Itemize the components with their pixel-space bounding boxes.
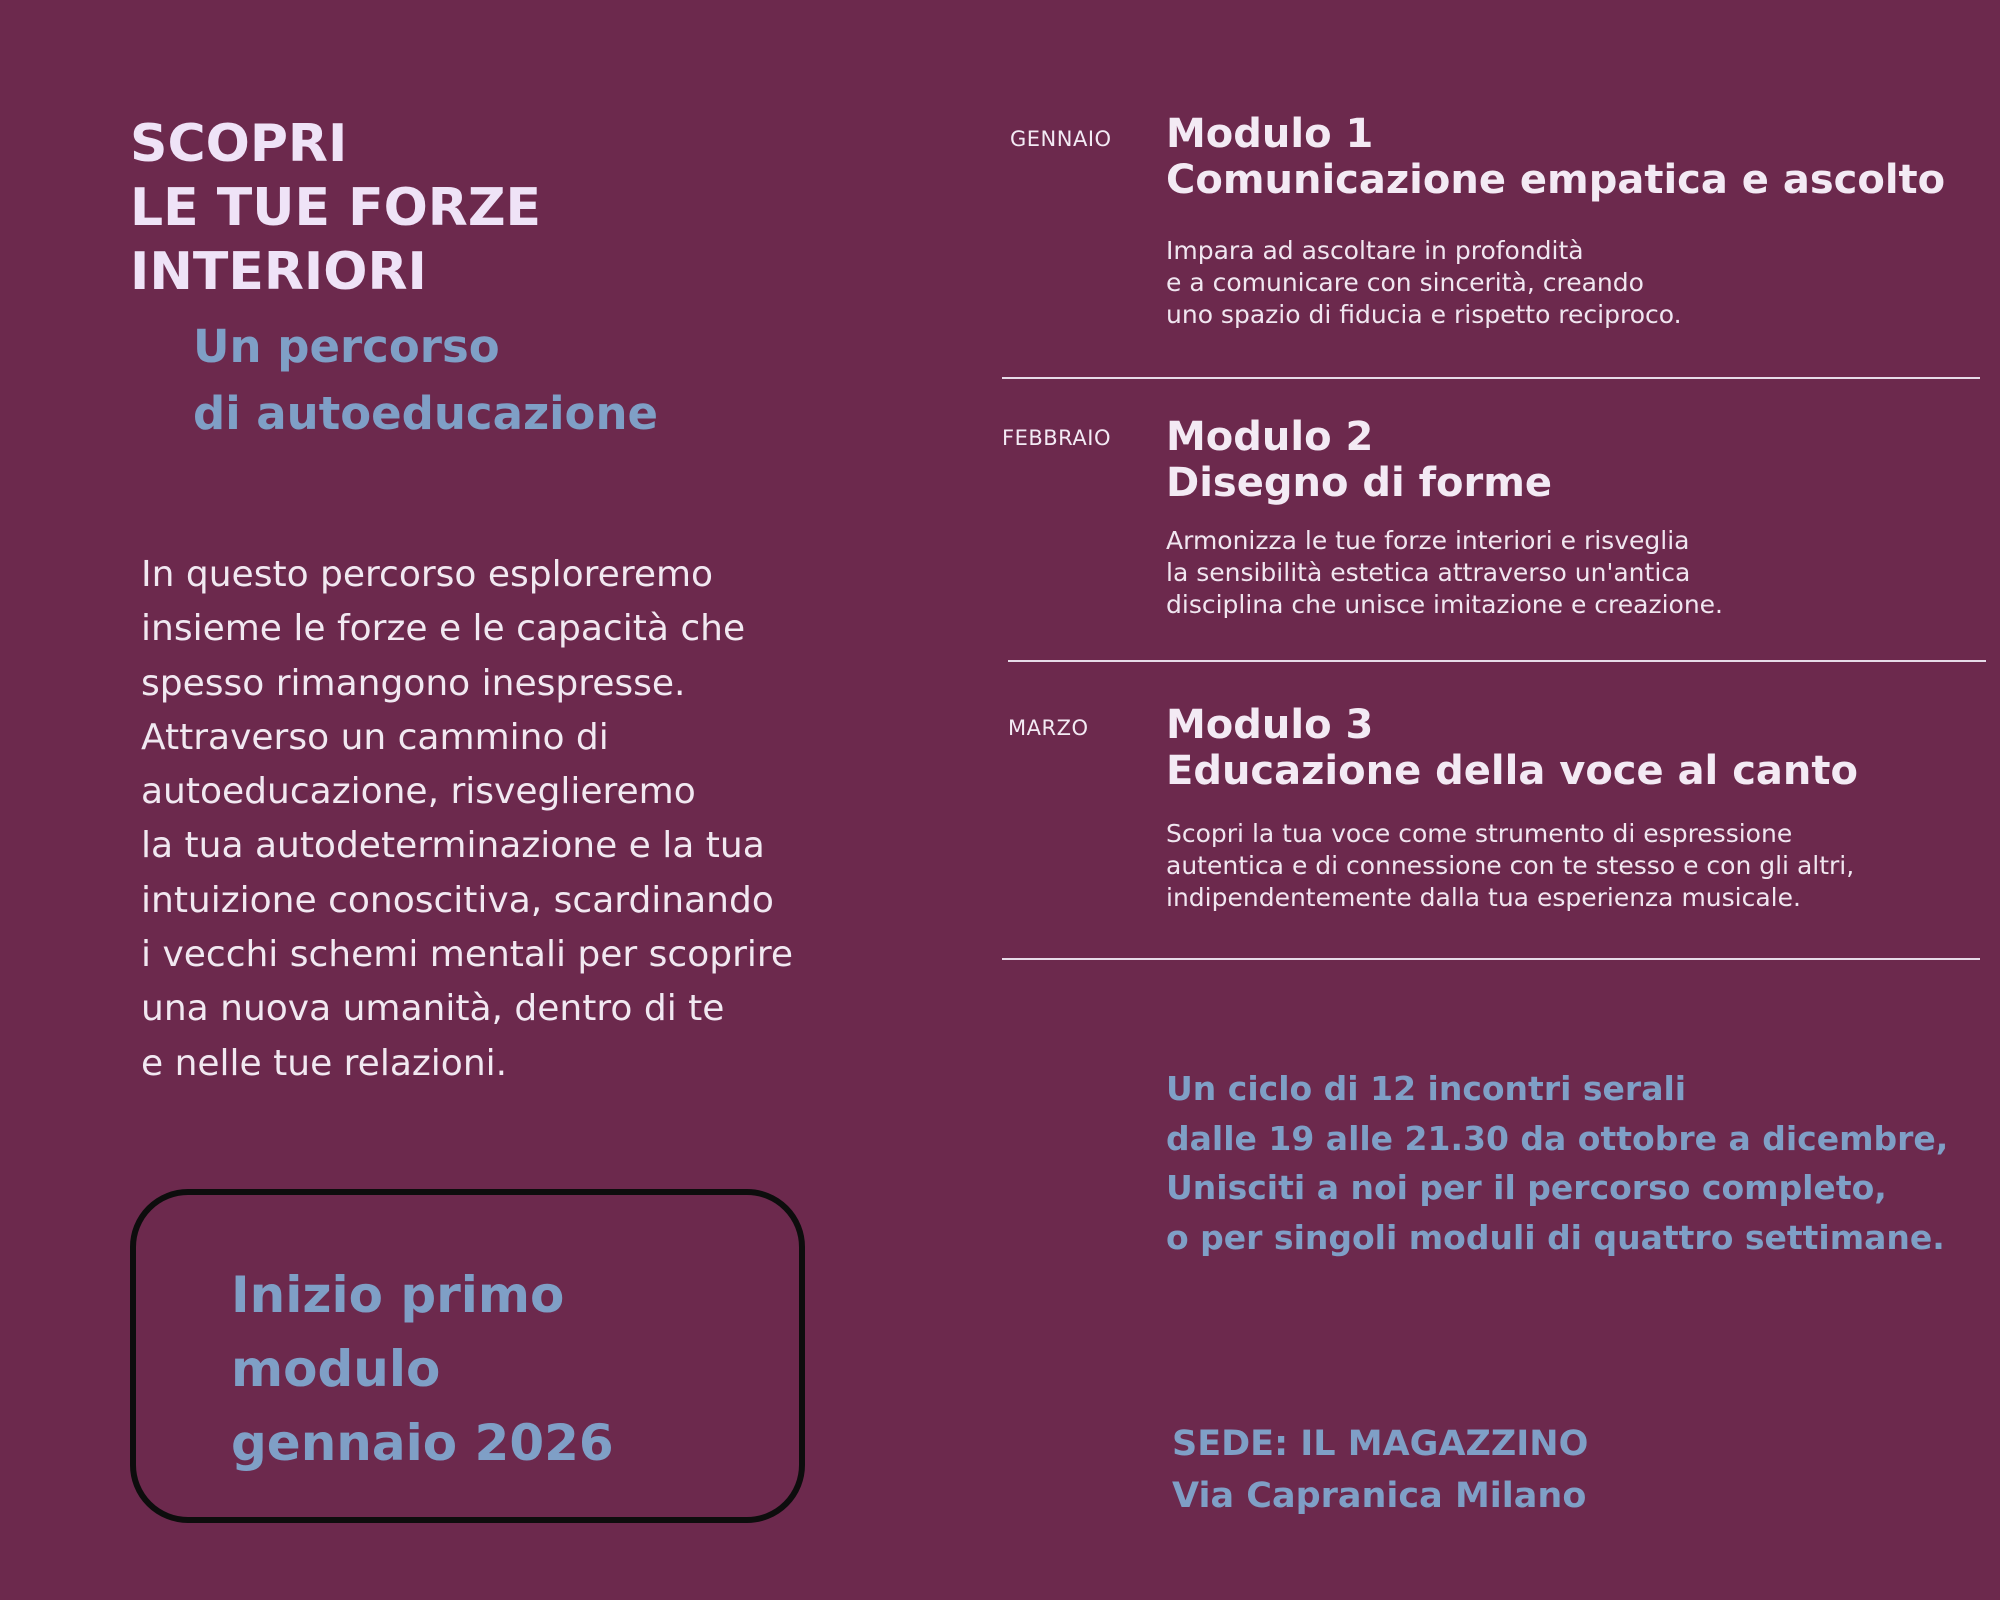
intro-line: la tua autodeterminazione e la tua — [141, 825, 765, 867]
title-line: SCOPRI — [130, 114, 348, 174]
venue-info — [1172, 1418, 1588, 1522]
intro-line: intuizione conoscitiva, scardinando — [141, 879, 774, 921]
start-date-line: Inizio primo — [231, 1266, 565, 1324]
intro-line: In questo percorso esploreremo — [141, 554, 714, 595]
module-3-name: Educazione della voce al canto — [1166, 748, 1858, 794]
intro-line: i vecchi schemi mentali per scoprire — [141, 934, 794, 976]
module-3-title — [1166, 702, 1858, 794]
intro-paragraph — [141, 548, 793, 1091]
module-2-desc-line: disciplina che unisce imitazione e creazione. — [1166, 590, 1723, 619]
cycle-line: Unisciti a noi per il percorso completo, — [1166, 1168, 1887, 1207]
subtitle-line: di autoeducazione — [193, 387, 659, 440]
intro-line: Attraverso un cammino di — [141, 716, 609, 758]
module-3-description — [1166, 818, 1854, 914]
start-date-line: gennaio 2026 — [231, 1414, 614, 1472]
venue-name: SEDE: IL MAGAZZINO — [1172, 1424, 1589, 1464]
module-3-month: MARZO — [1008, 716, 1089, 740]
divider — [1002, 958, 1980, 960]
cycle-line: o per singoli moduli di quattro settimane. — [1166, 1217, 1945, 1257]
module-1-month: GENNAIO — [1010, 127, 1112, 151]
start-date-text — [231, 1258, 614, 1480]
subtitle-line: Un percorso — [193, 320, 500, 373]
divider — [1008, 660, 1986, 662]
cycle-line: dalle 19 alle 21.30 da ottobre a dicembre, — [1166, 1118, 1949, 1158]
module-3-number: Modulo 3 — [1166, 702, 1374, 748]
title-line: LE TUE FORZE — [130, 178, 542, 238]
module-2-number: Modulo 2 — [1166, 414, 1374, 460]
intro-line: insieme le forze e le capacità che — [141, 608, 746, 650]
module-1-name: Comunicazione empatica e ascolto — [1166, 157, 1946, 203]
module-1-desc-line: Impara ad ascoltare in profondità — [1166, 236, 1584, 265]
module-3-desc-line: indipendentemente dalla tua esperienza musicale. — [1166, 883, 1801, 912]
module-2-description — [1166, 525, 1723, 621]
cycle-line: Un ciclo di 12 incontri serali — [1166, 1069, 1687, 1108]
module-1-number: Modulo 1 — [1166, 111, 1374, 157]
title-line: INTERIORI — [130, 242, 427, 302]
module-2-title — [1166, 414, 1552, 506]
divider — [1002, 377, 1980, 379]
module-2-desc-line: la sensibilità estetica attraverso un'antica — [1166, 558, 1691, 587]
module-3-desc-line: Scopri la tua voce come strumento di espressione — [1166, 819, 1793, 848]
module-1-description — [1166, 235, 1682, 331]
intro-line: e nelle tue relazioni. — [141, 1042, 508, 1084]
module-1-title — [1166, 111, 1945, 203]
module-2-name: Disegno di forme — [1166, 460, 1553, 506]
module-1-desc-line: uno spazio di fiducia e rispetto reciproco. — [1166, 300, 1682, 329]
intro-line: una nuova umanità, dentro di te — [141, 988, 725, 1030]
module-1-desc-line: e a comunicare con sincerità, creando — [1166, 268, 1644, 297]
module-3-desc-line: autentica e di connessione con te stesso e con gli altri, — [1166, 851, 1855, 880]
venue-address: Via Capranica Milano — [1172, 1476, 1587, 1516]
start-date-line: modulo — [231, 1340, 441, 1398]
subtitle — [193, 313, 658, 447]
module-2-month: FEBBRAIO — [1002, 426, 1111, 450]
intro-line: spesso rimangono inespresse. — [141, 662, 686, 704]
intro-line: autoeducazione, risveglieremo — [141, 771, 696, 813]
module-2-desc-line: Armonizza le tue forze interiori e risveglia — [1166, 526, 1690, 555]
cycle-info — [1166, 1064, 1948, 1262]
page-title — [130, 112, 541, 304]
